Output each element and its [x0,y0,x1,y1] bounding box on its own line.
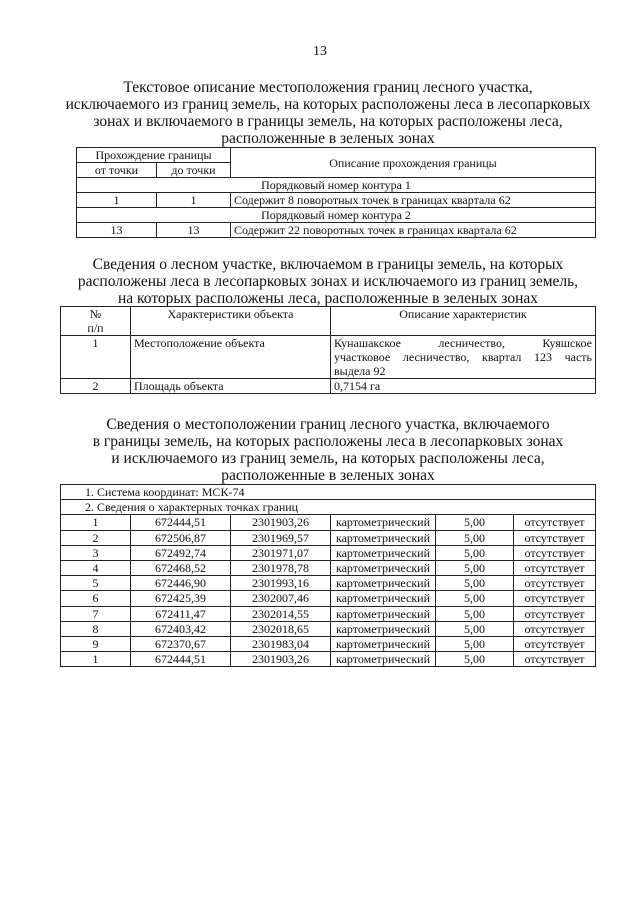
description-line: Кунашакское лесничество, Куяшское [334,336,592,350]
plot-characteristics-table [60,306,596,394]
section1-title-line: зонах и включаемого в границы земель, на которых расположены леса, [93,113,563,130]
coordinate-system: 1. Система координат: МСК-74 [61,485,596,500]
point-number: 8 [61,621,131,636]
to-point: 13 [157,223,231,238]
point-method: картометрический [331,606,436,621]
point-description: отсутствует [514,576,596,591]
point-accuracy: 5,00 [436,621,514,636]
point-description: отсутствует [514,637,596,652]
point-accuracy: 5,00 [436,591,514,606]
point-method: картометрический [331,515,436,530]
header-description: Описание характеристик [331,307,596,336]
point-number: 9 [61,637,131,652]
description-line: участковое лесничество, квартал 123 часть [334,350,592,364]
point-accuracy: 5,00 [436,530,514,545]
point-accuracy: 5,00 [436,561,514,576]
section2-title-line: расположены леса в лесопарковых зонах и исключаемого из границ земель, [77,273,579,290]
point-y: 2302007,46 [231,591,331,606]
point-y: 2301971,07 [231,545,331,560]
table-row [61,591,596,606]
section2-title [60,256,596,307]
row-description [331,336,596,379]
point-x: 672425,39 [131,591,231,606]
point-method: картометрический [331,591,436,606]
table-row [61,576,596,591]
boundary-description-table [76,147,596,238]
point-x: 672444,51 [131,515,231,530]
header-num-line: № [89,307,102,321]
from-point: 1 [77,193,157,208]
points-header: 2. Сведения о характерных точках границ [61,500,596,515]
section2-title-line: на которых расположены леса, расположенные в зеленых зонах [117,290,538,307]
table-row [61,336,596,379]
point-method: картометрический [331,637,436,652]
point-x: 672492,74 [131,545,231,560]
contour-label: Порядковый номер контура 2 [77,208,596,223]
point-number: 7 [61,606,131,621]
point-accuracy: 5,00 [436,637,514,652]
table-row [61,637,596,652]
point-description: отсутствует [514,621,596,636]
contour-label: Порядковый номер контура 1 [77,178,596,193]
table-row [77,223,596,238]
point-x: 672506,87 [131,530,231,545]
point-x: 672370,67 [131,637,231,652]
point-y: 2302014,55 [231,606,331,621]
point-accuracy: 5,00 [436,652,514,667]
header-num [61,307,131,336]
point-description: отсутствует [514,515,596,530]
point-x: 672446,90 [131,576,231,591]
table-row [61,545,596,560]
point-number: 4 [61,561,131,576]
description-line: выдела 92 [334,364,386,378]
section1-title-line: расположенные в зеленых зонах [221,130,435,147]
point-number: 3 [61,545,131,560]
header-num-line: п/п [87,321,104,335]
point-y: 2301969,57 [231,530,331,545]
row-num: 1 [61,336,131,379]
point-accuracy: 5,00 [436,515,514,530]
point-method: картометрический [331,561,436,576]
point-description: отсутствует [514,652,596,667]
point-accuracy: 5,00 [436,545,514,560]
table-row [61,652,596,667]
point-number: 2 [61,530,131,545]
section1-title [60,79,596,147]
section3-title-line: расположенные в зеленых зонах [221,467,435,484]
point-description: отсутствует [514,545,596,560]
header-to: до точки [157,163,231,178]
point-number: 6 [61,591,131,606]
section3-title [60,416,596,484]
point-description: отсутствует [514,530,596,545]
header-passage: Прохождение границы [77,148,231,163]
point-description: отсутствует [514,591,596,606]
point-y: 2301978,78 [231,561,331,576]
boundary-points-table [60,484,596,667]
point-description: отсутствует [514,561,596,576]
from-point: 13 [77,223,157,238]
point-x: 672444,51 [131,652,231,667]
table-row [61,606,596,621]
table-row [61,515,596,530]
row-description: 0,7154 га [331,379,596,394]
table-row [61,530,596,545]
section2-title-line: Сведения о лесном участке, включаемом в границы земель, на которых [92,256,564,273]
section1-title-line: Текстовое описание местоположения границ лесного участка, [123,79,533,96]
point-number: 1 [61,515,131,530]
point-x: 672411,47 [131,606,231,621]
point-x: 672468,52 [131,561,231,576]
header-description: Описание прохождения границы [231,148,596,178]
point-number: 5 [61,576,131,591]
row-num: 2 [61,379,131,394]
point-x: 672403,42 [131,621,231,636]
section3-title-line: и исключаемого из границ земель, на которых расположены леса, [111,450,545,467]
table-row [61,379,596,394]
section3-title-line: Сведения о местоположении границ лесного участка, включаемого [106,416,550,433]
passage-description: Содержит 22 поворотных точек в границах квартала 62 [231,223,596,238]
header-characteristics: Характеристики объекта [131,307,331,336]
point-method: картометрический [331,545,436,560]
point-y: 2301903,26 [231,652,331,667]
point-number: 1 [61,652,131,667]
point-method: картометрический [331,576,436,591]
row-name: Площадь объекта [131,379,331,394]
table-row [61,621,596,636]
header-from: от точки [77,163,157,178]
table-row [77,193,596,208]
to-point: 1 [157,193,231,208]
table-row [61,561,596,576]
section1-title-line: исключаемого из границ земель, на которых расположены леса в лесопарковых [65,96,591,113]
point-accuracy: 5,00 [436,606,514,621]
point-method: картометрический [331,530,436,545]
section3-title-line: в границы земель, на которых расположены леса в лесопарковых зонах [92,433,564,450]
passage-description: Содержит 8 поворотных точек в границах квартала 62 [231,193,596,208]
point-description: отсутствует [514,606,596,621]
point-method: картометрический [331,621,436,636]
point-y: 2301903,26 [231,515,331,530]
point-y: 2301983,04 [231,637,331,652]
point-y: 2302018,65 [231,621,331,636]
point-y: 2301993,16 [231,576,331,591]
row-name: Местоположение объекта [131,336,331,379]
point-accuracy: 5,00 [436,576,514,591]
point-method: картометрический [331,652,436,667]
page-number: 13 [313,44,327,59]
points-body [61,515,596,667]
